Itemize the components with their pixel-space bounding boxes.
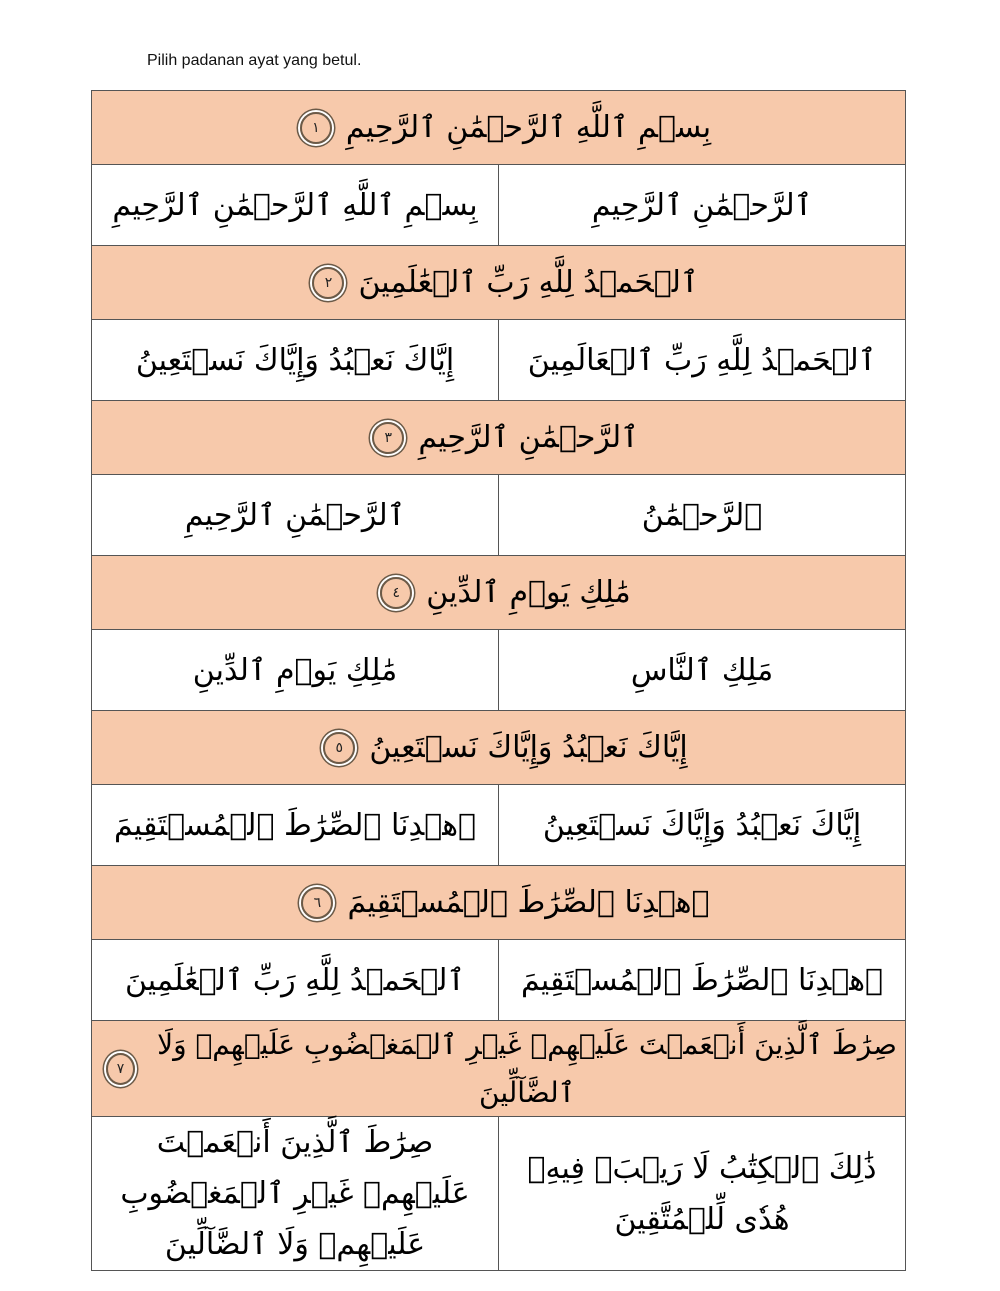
verse-row-2 [92,246,906,320]
verse-text: إِيَّاكَ نَعۡبُدُ وَإِيَّاكَ نَسۡتَعِينُ [369,730,688,765]
option-text: ٱهۡدِنَا ٱلصِّرَٰطَ ٱلۡمُسۡتَقِيمَ [113,807,477,843]
option-right[interactable] [499,940,906,1021]
verse-text: ٱلرَّحۡمَٰنِ ٱلرَّحِيمِ [418,420,639,455]
option-right[interactable] [499,1117,906,1271]
option-text: بِسۡمِ ٱللَّهِ ٱلرَّحۡمَٰنِ ٱلرَّحِيمِ [112,187,478,223]
verse-text: بِسۡمِ ٱللَّهِ ٱلرَّحۡمَٰنِ ٱلرَّحِيمِ [345,110,712,145]
option-right[interactable] [499,165,906,246]
ayah-number-icon: ٢ [312,267,344,299]
verse-cell [92,1021,906,1117]
option-left[interactable] [92,940,499,1021]
verse-text: ٱلۡحَمۡدُ لِلَّهِ رَبِّ ٱلۡعَٰلَمِينَ [358,265,699,300]
verse-cell [92,711,906,785]
ayah-number-icon: ٣ [372,422,404,454]
verse-text: صِرَٰطَ ٱلَّذِينَ أَنۡعَمۡتَ عَلَيۡهِمۡ غَيۡرِ ٱلۡمَغۡضُوبِ عَلَيۡهِمۡ وَلَا ٱلضَّآلِّينَ [157,1028,897,1109]
option-right[interactable] [499,475,906,556]
option-left[interactable] [92,320,499,401]
verse-row-3 [92,401,906,475]
ayah-number-icon: ٧ [106,1053,135,1085]
option-text: ٱلۡحَمۡدُ لِلَّهِ رَبِّ ٱلۡعَٰلَمِينَ [124,962,466,998]
verse-row-5 [92,711,906,785]
option-text: ٱلرَّحۡمَٰنُ [641,497,763,533]
ayah-number-icon: ٥ [323,732,355,764]
option-right[interactable] [499,785,906,866]
matching-table [91,90,906,1271]
option-row-4 [92,630,906,711]
verse-row-1 [92,91,906,165]
option-text: إِيَّاكَ نَعۡبُدُ وَإِيَّاكَ نَسۡتَعِينُ [135,342,455,378]
option-left[interactable] [92,785,499,866]
option-left[interactable] [92,165,499,246]
verse-cell [92,556,906,630]
verse-row-4 [92,556,906,630]
option-row-2 [92,320,906,401]
option-text: إِيَّاكَ نَعۡبُدُ وَإِيَّاكَ نَسۡتَعِينُ [542,807,862,843]
option-text: ٱلرَّحۡمَٰنِ ٱلرَّحِيمِ [184,497,406,533]
option-text: ذَٰلِكَ ٱلۡكِتَٰبُ لَا رَيۡبَۛ فِيهِۛ هُدٗى لِّلۡمُتَّقِينَ [527,1150,877,1237]
option-left[interactable] [92,475,499,556]
option-text: صِرَٰطَ ٱلَّذِينَ أَنۡعَمۡتَ عَلَيۡهِمۡ غَيۡرِ ٱلۡمَغۡضُوبِ عَلَيۡهِمۡ وَلَا ٱلضَّآلِّينَ [120,1125,470,1263]
option-text: ٱلۡحَمۡدُ لِلَّهِ رَبِّ ٱلۡعَالَمِينَ [527,342,877,378]
ayah-number-icon: ٦ [301,887,333,919]
verse-row-7 [92,1021,906,1117]
option-left[interactable] [92,1117,499,1271]
ayah-number-icon: ٤ [380,577,412,609]
option-row-6 [92,940,906,1021]
option-right[interactable] [499,630,906,711]
verse-cell [92,91,906,165]
instruction-text: Pilih padanan ayat yang betul. [147,52,362,69]
verse-text: ٱهۡدِنَا ٱلصِّرَٰطَ ٱلۡمُسۡتَقِيمَ [347,885,710,920]
verse-cell [92,401,906,475]
option-left[interactable] [92,630,499,711]
option-text: ٱهۡدِنَا ٱلصِّرَٰطَ ٱلۡمُسۡتَقِيمَ [520,962,884,998]
verse-cell [92,246,906,320]
verse-cell [92,866,906,940]
option-row-7 [92,1117,906,1271]
option-right[interactable] [499,320,906,401]
option-text: ٱلرَّحۡمَٰنِ ٱلرَّحِيمِ [591,187,813,223]
verse-text: مَٰلِكِ يَوۡمِ ٱلدِّينِ [426,575,631,610]
option-text: مَلِكِ ٱلنَّاسِ [630,652,774,688]
option-row-1 [92,165,906,246]
ayah-number-icon: ١ [300,112,332,144]
verse-row-6 [92,866,906,940]
option-row-3 [92,475,906,556]
option-text: مَٰلِكِ يَوۡمِ ٱلدِّينِ [192,652,398,688]
option-row-5 [92,785,906,866]
